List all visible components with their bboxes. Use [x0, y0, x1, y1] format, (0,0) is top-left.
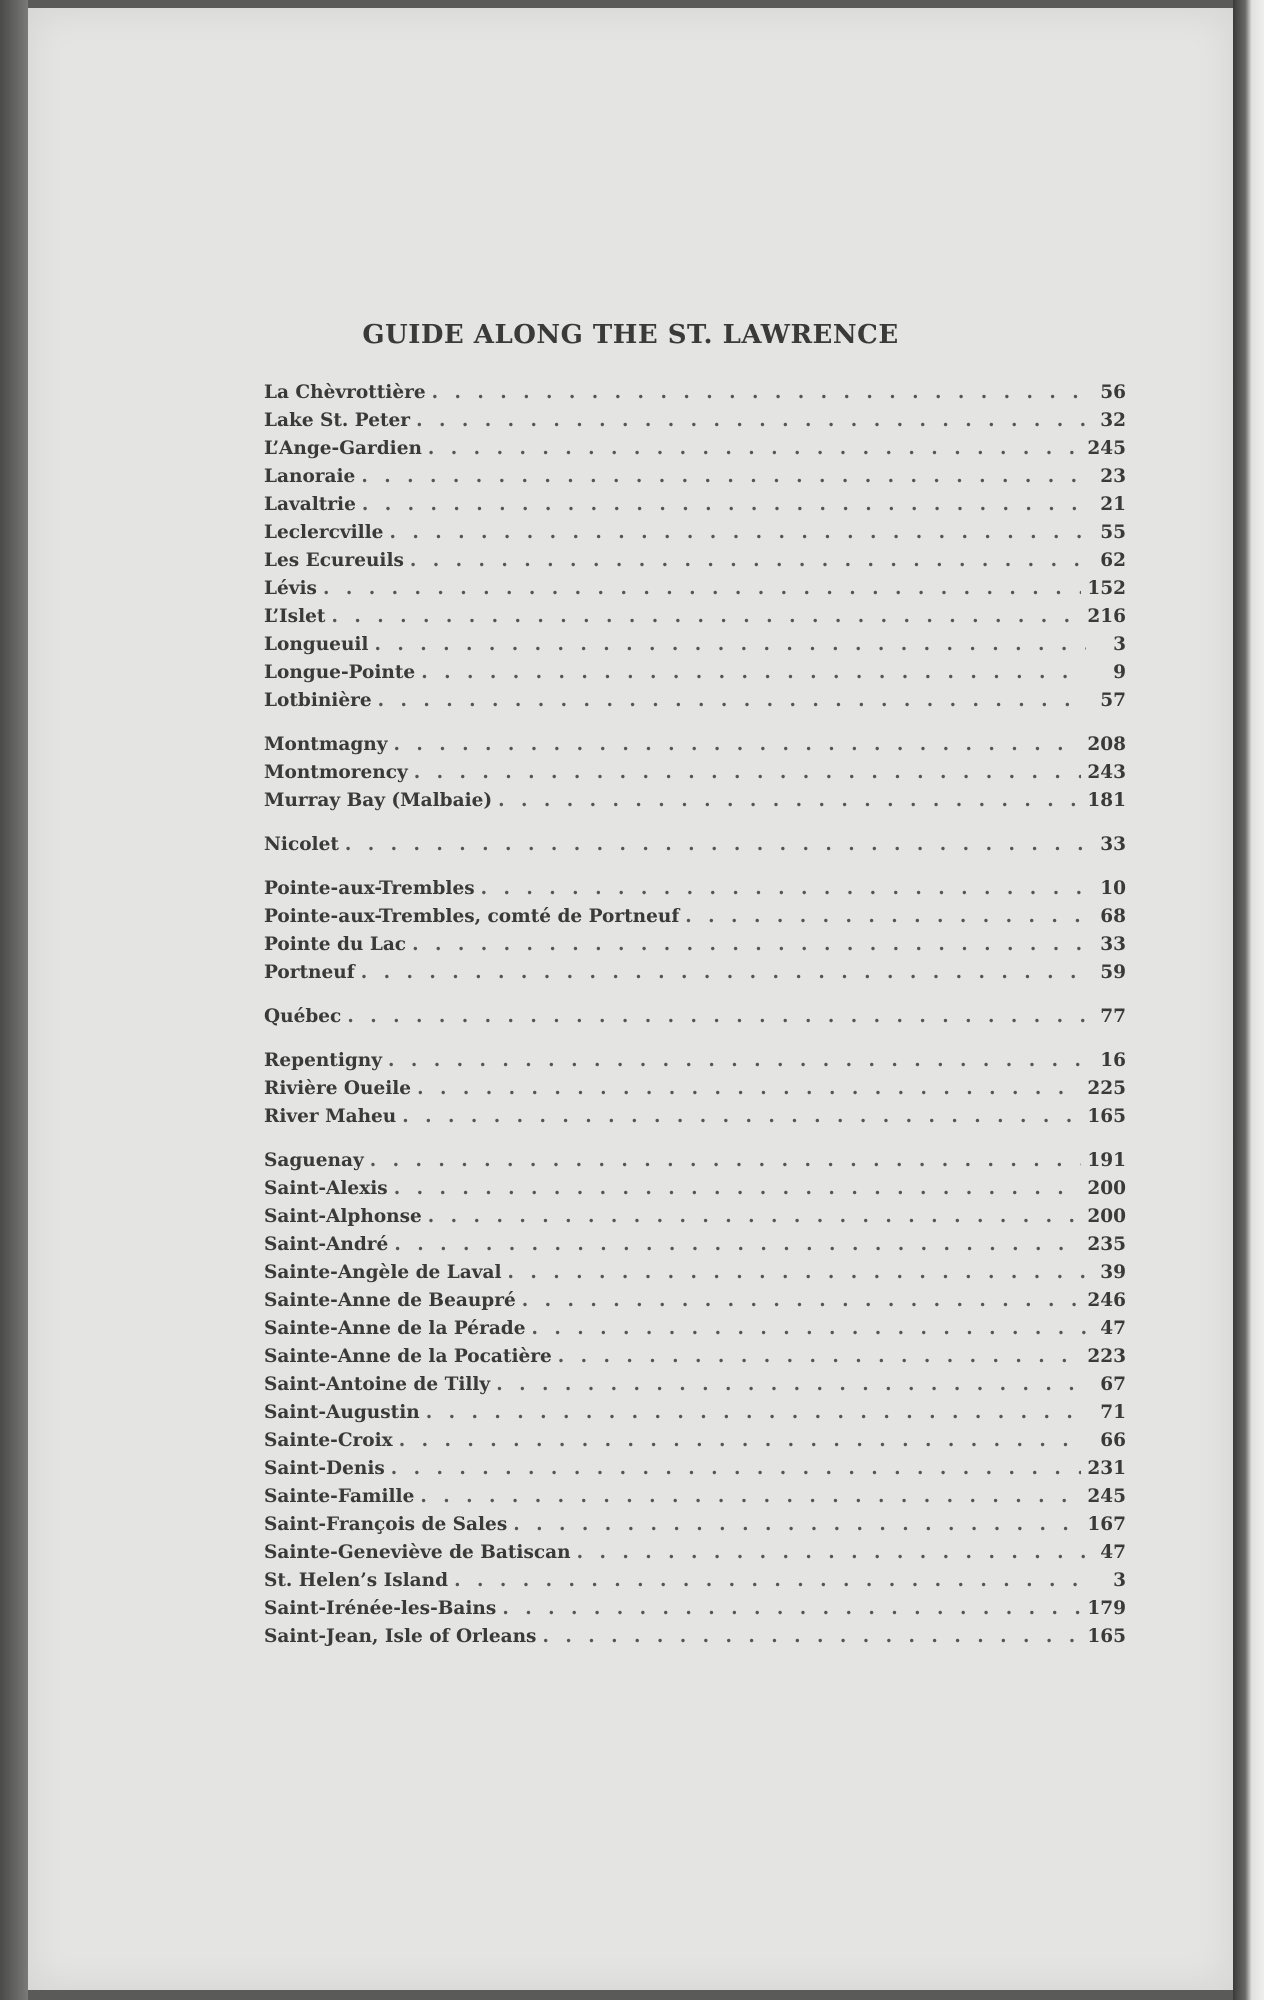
entry-name: Saint-Denis — [264, 1458, 385, 1479]
entry-page-number: 3 — [1113, 634, 1126, 655]
entry-name: Saint-Alphonse — [264, 1206, 422, 1227]
entry-name: Saint-Augustin — [264, 1402, 420, 1423]
index-group — [264, 831, 1126, 859]
entry-page-number: 165 — [1087, 1626, 1126, 1647]
entry-name: Saint-Alexis — [264, 1178, 388, 1199]
dot-leader — [414, 759, 1082, 787]
entry-page-number: 33 — [1100, 934, 1126, 955]
dot-leader — [410, 547, 1086, 575]
entry-name: Montmorency — [264, 762, 408, 783]
entry-page-number: 68 — [1100, 906, 1126, 927]
entry-name: Saint-François de Sales — [264, 1514, 508, 1535]
dot-leader — [507, 1259, 1086, 1287]
entry-name: Lévis — [264, 578, 317, 599]
index-entry — [264, 1427, 1126, 1455]
entry-name: Lavaltrie — [264, 494, 356, 515]
book-page — [28, 8, 1233, 1990]
entry-page-number: 56 — [1100, 382, 1126, 403]
index-entry — [264, 759, 1126, 787]
dot-leader — [361, 959, 1086, 987]
entry-name: Saint-Antoine de Tilly — [264, 1374, 491, 1395]
entry-name: Pointe-aux-Trembles — [264, 878, 475, 899]
index-entry — [264, 1539, 1126, 1567]
index-entry — [264, 787, 1126, 815]
index-entry — [264, 1003, 1126, 1031]
entry-page-number: 200 — [1087, 1178, 1126, 1199]
entry-name: Sainte-Famille — [264, 1486, 415, 1507]
entry-page-number: 59 — [1100, 962, 1126, 983]
entry-name: La Chèvrottière — [264, 382, 426, 403]
dot-leader — [420, 1483, 1081, 1511]
dot-leader — [331, 603, 1081, 631]
index-entry — [264, 463, 1126, 491]
index-entry — [264, 1103, 1126, 1131]
dot-leader — [685, 903, 1086, 931]
entry-name: Montmagny — [264, 734, 388, 755]
dot-leader — [498, 787, 1081, 815]
index-entry — [264, 687, 1126, 715]
entry-page-number: 66 — [1100, 1430, 1126, 1451]
dot-leader — [412, 931, 1086, 959]
entry-page-number: 47 — [1100, 1318, 1126, 1339]
index-entry — [264, 1483, 1126, 1511]
dot-leader — [481, 875, 1086, 903]
entry-name: Les Ecureuils — [264, 550, 404, 571]
index-entry — [264, 1623, 1126, 1651]
index-entry — [264, 407, 1126, 435]
index-entry — [264, 575, 1126, 603]
dot-leader — [394, 1231, 1081, 1259]
entry-name: Lanoraie — [264, 466, 356, 487]
dot-leader — [428, 1203, 1082, 1231]
index-group — [264, 1147, 1126, 1651]
dot-leader — [388, 1047, 1086, 1075]
index-entry — [264, 1147, 1126, 1175]
index-entry — [264, 1287, 1126, 1315]
index-entry — [264, 1511, 1126, 1539]
index-entry — [264, 931, 1126, 959]
entry-page-number: 245 — [1087, 438, 1126, 459]
entry-page-number: 179 — [1087, 1598, 1126, 1619]
entry-name: Sainte-Anne de la Pérade — [264, 1318, 526, 1339]
dot-leader — [361, 463, 1086, 491]
entry-page-number: 67 — [1100, 1374, 1126, 1395]
entry-page-number: 167 — [1087, 1514, 1126, 1535]
index-entry — [264, 603, 1126, 631]
entry-name: Murray Bay (Malbaie) — [264, 790, 493, 811]
index-entry — [264, 1595, 1126, 1623]
entry-name: Lake St. Peter — [264, 410, 411, 431]
dot-leader — [374, 631, 1086, 659]
index-group — [264, 379, 1126, 715]
dot-leader — [542, 1623, 1081, 1651]
page-title: GUIDE ALONG THE ST. LAWRENCE — [362, 320, 899, 350]
dot-leader — [389, 519, 1086, 547]
entry-name: L’Ange-Gardien — [264, 438, 422, 459]
entry-page-number: 223 — [1087, 1346, 1126, 1367]
dot-leader — [513, 1511, 1081, 1539]
index-entry — [264, 831, 1126, 859]
index-entry — [264, 659, 1126, 687]
entry-name: Nicolet — [264, 834, 339, 855]
dot-leader — [496, 1371, 1086, 1399]
dot-leader — [399, 1427, 1086, 1455]
entry-page-number: 21 — [1100, 494, 1126, 515]
dot-leader — [522, 1287, 1082, 1315]
dot-leader — [432, 379, 1086, 407]
index-list — [264, 379, 1126, 1667]
index-entry — [264, 875, 1126, 903]
index-entry — [264, 1175, 1126, 1203]
entry-page-number: 77 — [1100, 1006, 1126, 1027]
left-page-edge — [0, 0, 28, 2000]
entry-page-number: 23 — [1100, 466, 1126, 487]
entry-name: Pointe du Lac — [264, 934, 407, 955]
entry-name: Sainte-Geneviève de Batiscan — [264, 1542, 571, 1563]
entry-page-number: 71 — [1100, 1402, 1126, 1423]
entry-name: Québec — [264, 1006, 342, 1027]
entry-page-number: 216 — [1087, 606, 1126, 627]
dot-leader — [323, 575, 1081, 603]
entry-name: Pointe-aux-Trembles, comté de Portneuf — [264, 906, 680, 927]
dot-leader — [391, 1455, 1082, 1483]
index-entry — [264, 1399, 1126, 1427]
index-entry — [264, 1315, 1126, 1343]
index-entry — [264, 547, 1126, 575]
entry-page-number: 231 — [1087, 1458, 1126, 1479]
index-entry — [264, 1075, 1126, 1103]
entry-name: Repentigny — [264, 1050, 383, 1071]
dot-leader — [347, 1003, 1086, 1031]
entry-page-number: 243 — [1087, 762, 1126, 783]
index-entry — [264, 1259, 1126, 1287]
entry-page-number: 235 — [1087, 1234, 1126, 1255]
entry-page-number: 3 — [1113, 1570, 1126, 1591]
dot-leader — [402, 1103, 1081, 1131]
index-entry — [264, 491, 1126, 519]
index-entry — [264, 1047, 1126, 1075]
dot-leader — [417, 1075, 1081, 1103]
entry-name: Saint-André — [264, 1234, 389, 1255]
index-entry — [264, 631, 1126, 659]
dot-leader — [558, 1343, 1082, 1371]
entry-name: Saguenay — [264, 1150, 364, 1171]
entry-name: River Maheu — [264, 1106, 397, 1127]
entry-page-number: 191 — [1087, 1150, 1126, 1171]
index-entry — [264, 1203, 1126, 1231]
entry-page-number: 246 — [1087, 1290, 1126, 1311]
dot-leader — [577, 1539, 1086, 1567]
entry-name: Leclercville — [264, 522, 384, 543]
entry-name: Lotbinière — [264, 690, 372, 711]
entry-page-number: 181 — [1087, 790, 1126, 811]
index-group — [264, 1047, 1126, 1131]
entry-page-number: 62 — [1100, 550, 1126, 571]
entry-name: Longueuil — [264, 634, 369, 655]
book-spine — [1233, 0, 1264, 2000]
entry-page-number: 32 — [1100, 410, 1126, 431]
index-group — [264, 731, 1126, 815]
index-entry — [264, 1455, 1126, 1483]
index-entry — [264, 731, 1126, 759]
entry-page-number: 152 — [1087, 578, 1126, 599]
entry-name: St. Helen’s Island — [264, 1570, 449, 1591]
dot-leader — [532, 1315, 1086, 1343]
dot-leader — [428, 435, 1081, 463]
index-entry — [264, 959, 1126, 987]
index-entry — [264, 435, 1126, 463]
index-entry — [264, 1343, 1126, 1371]
index-group — [264, 875, 1126, 987]
entry-name: Saint-Jean, Isle of Orleans — [264, 1626, 537, 1647]
entry-page-number: 165 — [1087, 1106, 1126, 1127]
index-entry — [264, 1371, 1126, 1399]
entry-name: Sainte-Anne de la Pocatière — [264, 1346, 552, 1367]
dot-leader — [454, 1567, 1086, 1595]
entry-page-number: 245 — [1087, 1486, 1126, 1507]
dot-leader — [378, 687, 1086, 715]
dot-leader — [426, 1399, 1086, 1427]
entry-name: Rivière Oueile — [264, 1078, 412, 1099]
index-group — [264, 1003, 1126, 1031]
index-entry — [264, 1231, 1126, 1259]
entry-name: L’Islet — [264, 606, 326, 627]
dot-leader — [370, 1147, 1082, 1175]
entry-page-number: 9 — [1113, 662, 1126, 683]
dot-leader — [416, 407, 1086, 435]
entry-name: Sainte-Croix — [264, 1430, 393, 1451]
dot-leader — [421, 659, 1086, 687]
dot-leader — [394, 1175, 1082, 1203]
index-entry — [264, 903, 1126, 931]
dot-leader — [345, 831, 1086, 859]
index-entry — [264, 519, 1126, 547]
entry-page-number: 39 — [1100, 1262, 1126, 1283]
entry-name: Sainte-Anne de Beaupré — [264, 1290, 516, 1311]
entry-name: Saint-Irénée-les-Bains — [264, 1598, 497, 1619]
index-entry — [264, 379, 1126, 407]
entry-page-number: 200 — [1087, 1206, 1126, 1227]
dot-leader — [394, 731, 1082, 759]
entry-page-number: 47 — [1100, 1542, 1126, 1563]
entry-name: Sainte-Angèle de Laval — [264, 1262, 502, 1283]
entry-page-number: 208 — [1087, 734, 1126, 755]
entry-page-number: 55 — [1100, 522, 1126, 543]
entry-page-number: 10 — [1100, 878, 1126, 899]
entry-name: Portneuf — [264, 962, 355, 983]
dot-leader — [362, 491, 1086, 519]
entry-name: Longue-Pointe — [264, 662, 416, 683]
index-entry — [264, 1567, 1126, 1595]
entry-page-number: 57 — [1100, 690, 1126, 711]
entry-page-number: 33 — [1100, 834, 1126, 855]
entry-page-number: 16 — [1100, 1050, 1126, 1071]
entry-page-number: 225 — [1087, 1078, 1126, 1099]
dot-leader — [502, 1595, 1081, 1623]
